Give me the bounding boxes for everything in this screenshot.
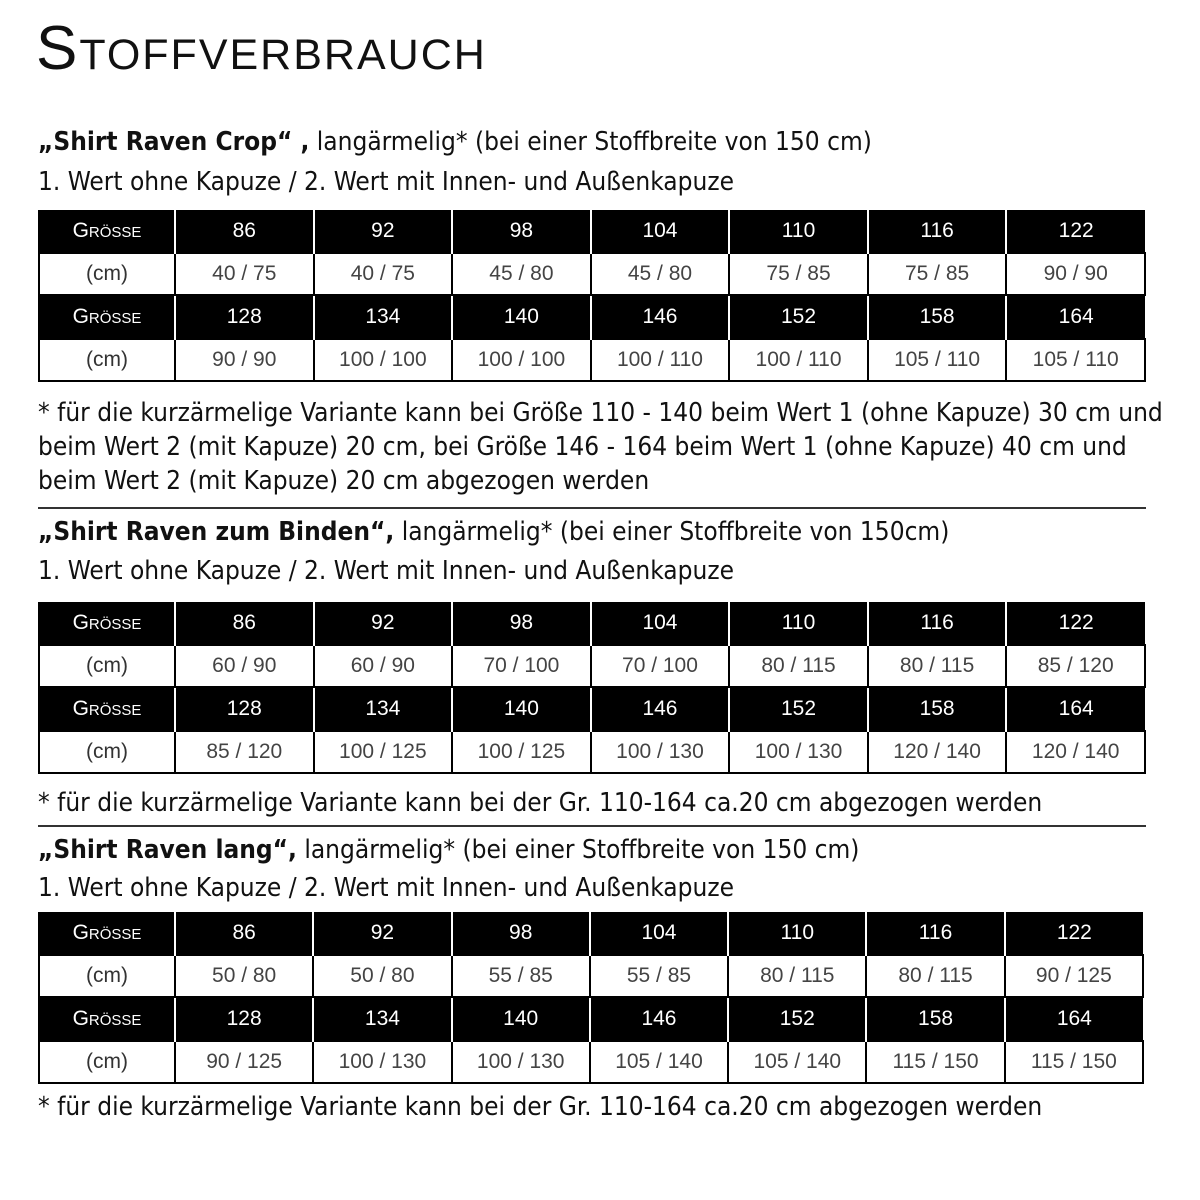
value-cell: 105 / 110 [1006, 339, 1145, 381]
value-cell: 45 / 80 [452, 253, 591, 295]
value-cell: 60 / 90 [314, 645, 453, 687]
value-cell: 100 / 100 [314, 339, 453, 381]
value-cell: 40 / 75 [175, 253, 314, 295]
size-row [39, 997, 1143, 1041]
section-description: langärmelig* (bei einer Stoffbreite von 150cm) [394, 517, 950, 547]
size-cell: 134 [314, 687, 453, 731]
size-cell: 134 [313, 997, 451, 1041]
size-cell: 92 [314, 602, 453, 645]
value-cell: 75 / 85 [868, 253, 1007, 295]
value-cell: 100 / 100 [452, 339, 591, 381]
value-cell: 105 / 140 [590, 1041, 728, 1083]
value-cell: 100 / 125 [452, 731, 591, 773]
size-row [39, 687, 1145, 731]
value-cell: 55 / 85 [452, 955, 590, 997]
unit-label: (cm) [39, 731, 175, 773]
value-cell: 90 / 125 [1005, 955, 1143, 997]
value-cell: 80 / 115 [868, 645, 1007, 687]
value-row [39, 1041, 1143, 1083]
value-cell: 100 / 110 [591, 339, 730, 381]
value-cell: 50 / 80 [313, 955, 451, 997]
size-cell: 86 [175, 912, 313, 955]
value-row [39, 253, 1145, 295]
size-cell: 98 [452, 210, 591, 253]
value-cell: 115 / 150 [866, 1041, 1004, 1083]
size-cell: 152 [729, 295, 868, 339]
size-cell: 164 [1006, 687, 1145, 731]
size-cell: 122 [1006, 210, 1145, 253]
size-cell: 164 [1006, 295, 1145, 339]
size-cell: 164 [1005, 997, 1143, 1041]
size-cell: 140 [452, 295, 591, 339]
section-note: * für die kurzärmelige Variante kann bei Größe 110 - 140 beim Wert 1 (ohne Kapuze) 30 cm und beim Wert 2 (mit Kapuze) 20 cm, bei Größe 146 - 164 beim Wert 1 (ohne Kapuze) 40 cm und beim Wert 2 (mit Kapuze) 20 cm abgezogen werden [38, 398, 1163, 496]
size-cell: 110 [729, 602, 868, 645]
value-cell: 60 / 90 [175, 645, 314, 687]
section-note: * für die kurzärmelige Variante kann bei der Gr. 110-164 ca.20 cm abgezogen werden [38, 1092, 1043, 1122]
value-cell: 90 / 125 [175, 1041, 313, 1083]
size-cell: 104 [590, 912, 728, 955]
size-cell: 134 [314, 295, 453, 339]
size-cell: 92 [314, 210, 453, 253]
value-cell: 120 / 140 [1006, 731, 1145, 773]
section-name: „Shirt Raven lang“, [38, 835, 297, 865]
value-cell: 115 / 150 [1005, 1041, 1143, 1083]
value-cell: 55 / 85 [590, 955, 728, 997]
size-table-crop [38, 210, 1146, 382]
value-cell: 70 / 100 [591, 645, 730, 687]
size-cell: 158 [866, 997, 1004, 1041]
section-subtitle: 1. Wert ohne Kapuze / 2. Wert mit Innen- und Außenkapuze [38, 873, 734, 903]
size-cell: 116 [868, 210, 1007, 253]
section-divider [38, 825, 1146, 827]
unit-label: (cm) [39, 955, 175, 997]
size-row [39, 602, 1145, 645]
size-label: Größe [39, 997, 175, 1041]
size-cell: 86 [175, 602, 314, 645]
section-name: „Shirt Raven zum Binden“, [38, 517, 395, 547]
value-cell: 80 / 115 [728, 955, 866, 997]
section-note: * für die kurzärmelige Variante kann bei der Gr. 110-164 ca.20 cm abgezogen werden [38, 788, 1043, 818]
value-cell: 90 / 90 [1006, 253, 1145, 295]
section-subtitle: 1. Wert ohne Kapuze / 2. Wert mit Innen- und Außenkapuze [38, 556, 734, 586]
size-label: Größe [39, 687, 175, 731]
value-cell: 90 / 90 [175, 339, 314, 381]
value-cell: 45 / 80 [591, 253, 730, 295]
size-cell: 122 [1006, 602, 1145, 645]
value-cell: 85 / 120 [175, 731, 314, 773]
section-heading-lang [38, 834, 859, 866]
size-cell: 158 [868, 687, 1007, 731]
size-cell: 140 [452, 997, 590, 1041]
section-heading-crop [38, 126, 872, 158]
value-cell: 100 / 130 [313, 1041, 451, 1083]
size-cell: 146 [591, 687, 730, 731]
value-cell: 100 / 125 [314, 731, 453, 773]
size-cell: 128 [175, 997, 313, 1041]
section-description: langärmelig* (bei einer Stoffbreite von 150 cm) [296, 835, 860, 865]
value-cell: 100 / 130 [452, 1041, 590, 1083]
size-cell: 86 [175, 210, 314, 253]
size-cell: 158 [868, 295, 1007, 339]
value-cell: 100 / 110 [729, 339, 868, 381]
size-cell: 116 [868, 602, 1007, 645]
size-cell: 98 [452, 912, 590, 955]
size-cell: 146 [590, 997, 728, 1041]
value-cell: 100 / 130 [591, 731, 730, 773]
unit-label: (cm) [39, 1041, 175, 1083]
size-label: Größe [39, 602, 175, 645]
value-cell: 85 / 120 [1006, 645, 1145, 687]
size-row [39, 210, 1145, 253]
section-heading-binden [38, 516, 949, 548]
value-row [39, 955, 1143, 997]
unit-label: (cm) [39, 339, 175, 381]
size-cell: 122 [1005, 912, 1143, 955]
unit-label: (cm) [39, 645, 175, 687]
size-label: Größe [39, 210, 175, 253]
value-cell: 80 / 115 [729, 645, 868, 687]
page-title: Stoffverbrauch [36, 14, 487, 83]
value-cell: 50 / 80 [175, 955, 313, 997]
value-row [39, 339, 1145, 381]
value-cell: 70 / 100 [452, 645, 591, 687]
size-label: Größe [39, 295, 175, 339]
size-row [39, 295, 1145, 339]
size-cell: 110 [729, 210, 868, 253]
value-cell: 100 / 130 [729, 731, 868, 773]
value-cell: 40 / 75 [314, 253, 453, 295]
unit-label: (cm) [39, 253, 175, 295]
size-cell: 140 [452, 687, 591, 731]
size-cell: 98 [452, 602, 591, 645]
value-cell: 105 / 140 [728, 1041, 866, 1083]
section-subtitle: 1. Wert ohne Kapuze / 2. Wert mit Innen- und Außenkapuze [38, 167, 734, 197]
value-cell: 75 / 85 [729, 253, 868, 295]
size-cell: 110 [728, 912, 866, 955]
size-cell: 128 [175, 295, 314, 339]
size-cell: 152 [729, 687, 868, 731]
size-cell: 104 [591, 602, 730, 645]
value-cell: 105 / 110 [868, 339, 1007, 381]
section-description: langärmelig* (bei einer Stoffbreite von 150 cm) [309, 127, 872, 157]
section-name: „Shirt Raven Crop“ , [38, 127, 310, 157]
value-row [39, 645, 1145, 687]
value-cell: 120 / 140 [868, 731, 1007, 773]
size-cell: 104 [591, 210, 730, 253]
size-table-lang [38, 912, 1144, 1084]
size-row [39, 912, 1143, 955]
size-cell: 116 [866, 912, 1004, 955]
size-table-binden [38, 602, 1146, 774]
size-cell: 146 [591, 295, 730, 339]
size-cell: 128 [175, 687, 314, 731]
section-divider [38, 507, 1146, 509]
size-cell: 92 [313, 912, 451, 955]
size-cell: 152 [728, 997, 866, 1041]
size-label: Größe [39, 912, 175, 955]
value-cell: 80 / 115 [866, 955, 1004, 997]
value-row [39, 731, 1145, 773]
